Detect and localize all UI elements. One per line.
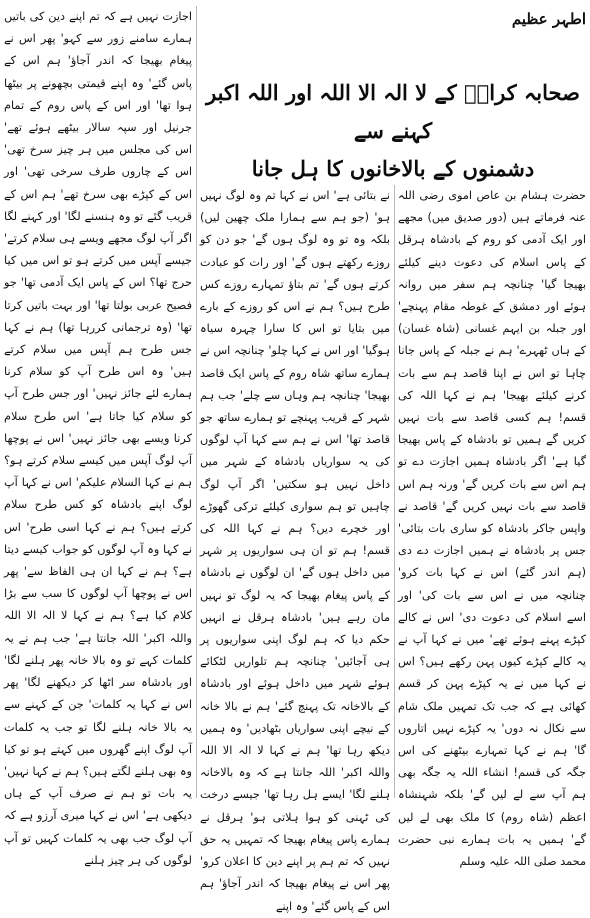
column-divider [394, 185, 395, 798]
column-middle [200, 185, 390, 913]
article-headline [200, 74, 586, 188]
column-right [398, 185, 586, 869]
column-text: اجازت نہیں ہے کہ تم اپنے دین کی باتیں ہمارے سامنے زور سے کہو' پھر اس نے پیغام بھیجا کہ اندر آجاؤ' ہم اس کے پاس گئے' وہ اپنے قیمتی بچھونے پر بیٹھا ہوا تھا' اور اس کے پاس روم کے تمام جرنیل اور سپہ سالار بیٹھے ہوئے تھے' اس کی مجلس میں ہر چیز سرخ تھی' اس کے چاروں طرف سرخی تھی' اور اس کے کپڑے بھی سرخ تھے' ہم اس کے قریب گئے تو وہ ہنسنے لگا' اور کہنے لگا اگر آپ لوگ مجھے ویسے ہی سلام کرتے' جیسے آپس میں کرتے ہو تو اس میں کیا حرج تھا؟ اس کے پاس ایک آدمی تھا' جو فصیح عربی بولتا تھا' اور بہت باتیں کرتا تھا' (وہ ترجمانی کررہا تھا) ہم نے کہا جس طرح ہم آپس میں سلام کرتے ہیں' وہ اس طرح آپ کو سلام کرنا ہمارے لئے جائز نہیں' اور جس طرح آپ کو سلام کیا جاتا ہے' اس طرح سلام کرنا ویسے بھی جائز نہیں' اس نے پوچھا آپ لوگ آپس میں کیسے سلام کرتے ہو؟ ہم نے کہا السلام علیکم' اس نے کہا آپ لوگ اپنے بادشاہ کو کس طرح سلام کرتے ہیں؟ ہم نے کہا اسی طرح' اس نے کہا وہ آپ لوگوں کو جواب کیسے دیتا ہے؟ ہم نے کہا ان ہی الفاظ سے' پھر اس نے پوچھا آپ لوگوں کا سب سے بڑا کلام کیا ہے؟ ہم نے کہا لا الہ الا اللہ واللہ اکبر' اللہ جانتا ہے' جب ہم نے یہ کلمات کہے تو وہ بالا خانہ پھر ہلنے لگا' اور بادشاہ سر اٹھا کر دیکھنے لگا' پھر اس نے کہا یہ کلمات' جن کے کہنے سے یہ بالا خانہ ہلنے لگا تو جب یہ کلمات آپ لوگ اپنے گھروں میں کہتے ہو تو کیا وہ بھی ہلنے لگتے ہیں؟ ہم نے کہا نہیں' یہ بات تو ہم نے صرف آپ کے ہاں دیکھی ہے' اس نے کہا میری آرزو ہے کہ آپ لوگ جب بھی یہ کلمات کہیں تو آپ لوگوں کی ہر چیز ہلنے [4, 10, 192, 867]
headline-line: صحابہ کرامؓ کے لا الہ الا اللہ اور اللہ اکبر کہنے سے [206, 80, 580, 143]
column-text: نے بتائی ہے' اس نے کہا تم وہ لوگ نہیں ہو' (جو ہم سے ہمارا ملک چھین لیں) بلکہ وہ تو وہ لوگ ہوں گے' جو دن کو روزے رکھتے ہوں گے' اور رات کو عبادت کرتے ہوں گے' تم بتاؤ تمہارے روزے کس طرح ہیں؟ ہم نے اس کو روزے کے بارے میں بتایا تو اس کا سارا چہرہ سیاہ ہوگیا' اور اس نے کہا چلو' چنانچہ اس نے ہمارے ساتھ شاہ روم کے پاس ایک قاصد بھیجا' چنانچہ ہم وہاں سے چلے' جب ہم شہر کے قریب پہنچے تو ہمارے ساتھ جو قاصد تھا' اس نے ہم سے کہا آپ لوگوں کی یہ سواریاں بادشاہ کے شہر میں داخل نہیں ہو سکتیں' اگر آپ لوگ چاہیں تو ہم سواری کیلئے ترکی گھوڑے اور خچرے دیں؟ ہم نے کہا اللہ کی قسم! ہم تو ان ہی سواریوں پر شہر میں داخل ہوں گے' ان لوگوں نے بادشاہ کے پاس پیغام بھیجا کہ یہ لوگ تو نہیں مان رہے ہیں' بادشاہ ہرقل نے انہیں حکم دیا کہ ہم لوگ اپنی سواریوں پر ہی آجائیں' چنانچہ ہم تلواریں لٹکائے ہوئے شہر میں داخل ہوئے اور بادشاہ کے بالاخانہ تک پہنچ گئے' ہم نے بالا خانہ کے نیچے اپنی سواریاں بٹھادیں' وہ ہمیں دیکھ رہا تھا' ہم نے کہا لا الہ الا اللہ واللہ اکبر' اللہ جانتا ہے کہ وہ بالاخانہ ہلنے لگا' ایسے ہل رہا تھا' جیسے درخت کی ٹہنی کو ہوا ہلاتی ہو' ہرقل نے ہمارے پاس پیغام بھیجا کہ تمہیں یہ حق نہیں کہ تم ہم پر اپنے دین کا اعلان کرو' پھر اس نے پیغام بھیجا کہ اندر آجاؤ' ہم اس کے پاس گئے' وہ اپنے [200, 189, 390, 913]
column-text: حضرت ہشام بن عاص اموی رضی اللہ عنہ فرماتے ہیں (دور صدیق میں) مجھے اور ایک آدمی کو روم کے بادشاہ ہرقل کے پاس اسلام کی دعوت دینے کیلئے بھیجا گیا' چنانچہ ہم سفر میں روانہ ہوئے اور دمشق کے غوطہ مقام پہنچے' اور جبلہ بن ایہم غسانی (شاہ غسان) کے ہاں ٹھہرے' ہم نے جبلہ کے پاس جانا چاہا تو اس نے اپنا قاصد ہم سے بات کرنے کیلئے بھیجا' ہم نے کہا اللہ کی قسم! ہم کسی قاصد سے بات نہیں کریں گے ہمیں تو بادشاہ کے پاس بھیجا گیا ہے' اگر بادشاہ ہمیں اجازت دے تو ہم اس سے بات کریں گے' ورنہ ہم اس قاصد سے بات نہیں کریں گے' قاصد نے واپس جاکر بادشاہ کو ساری بات بتائی' جس پر بادشاہ نے ہمیں اجازت دے دی (ہم اندر گئے) اس نے کہا بات کرو' چنانچہ میں نے اس سے بات کی' اور اسے اسلام کی دعوت دی' اس نے کالے کپڑے پہنے ہوئے تھے' میں نے کہا آپ نے یہ کالے کپڑے کیوں پہن رکھے ہیں؟ اس نے کہا میں نے یہ کپڑے پہن کر قسم کھائی ہے کہ جب تک تمہیں ملک شام سے نکال نہ دوں' یہ کپڑے نہیں اتاروں گا' ہم نے کہا تمہارے بیٹھنے کی اس جگہ کی قسم! انشاء اللہ یہ جگہ بھی ہم آپ سے لے لیں گے' بلکہ شہنشاہ اعظم (شاہ روم) کا ملک بھی لے لیں گے' ہمیں یہ بات ہمارے نبی حضرت محمد صلی اللہ علیہ وسلم [398, 189, 586, 869]
column-divider [196, 6, 197, 798]
author-name: اطہر عظیم [511, 10, 586, 28]
column-left [4, 6, 192, 867]
headline-line: دشمنوں کے بالاخانوں کا ہل جانا [251, 156, 535, 181]
